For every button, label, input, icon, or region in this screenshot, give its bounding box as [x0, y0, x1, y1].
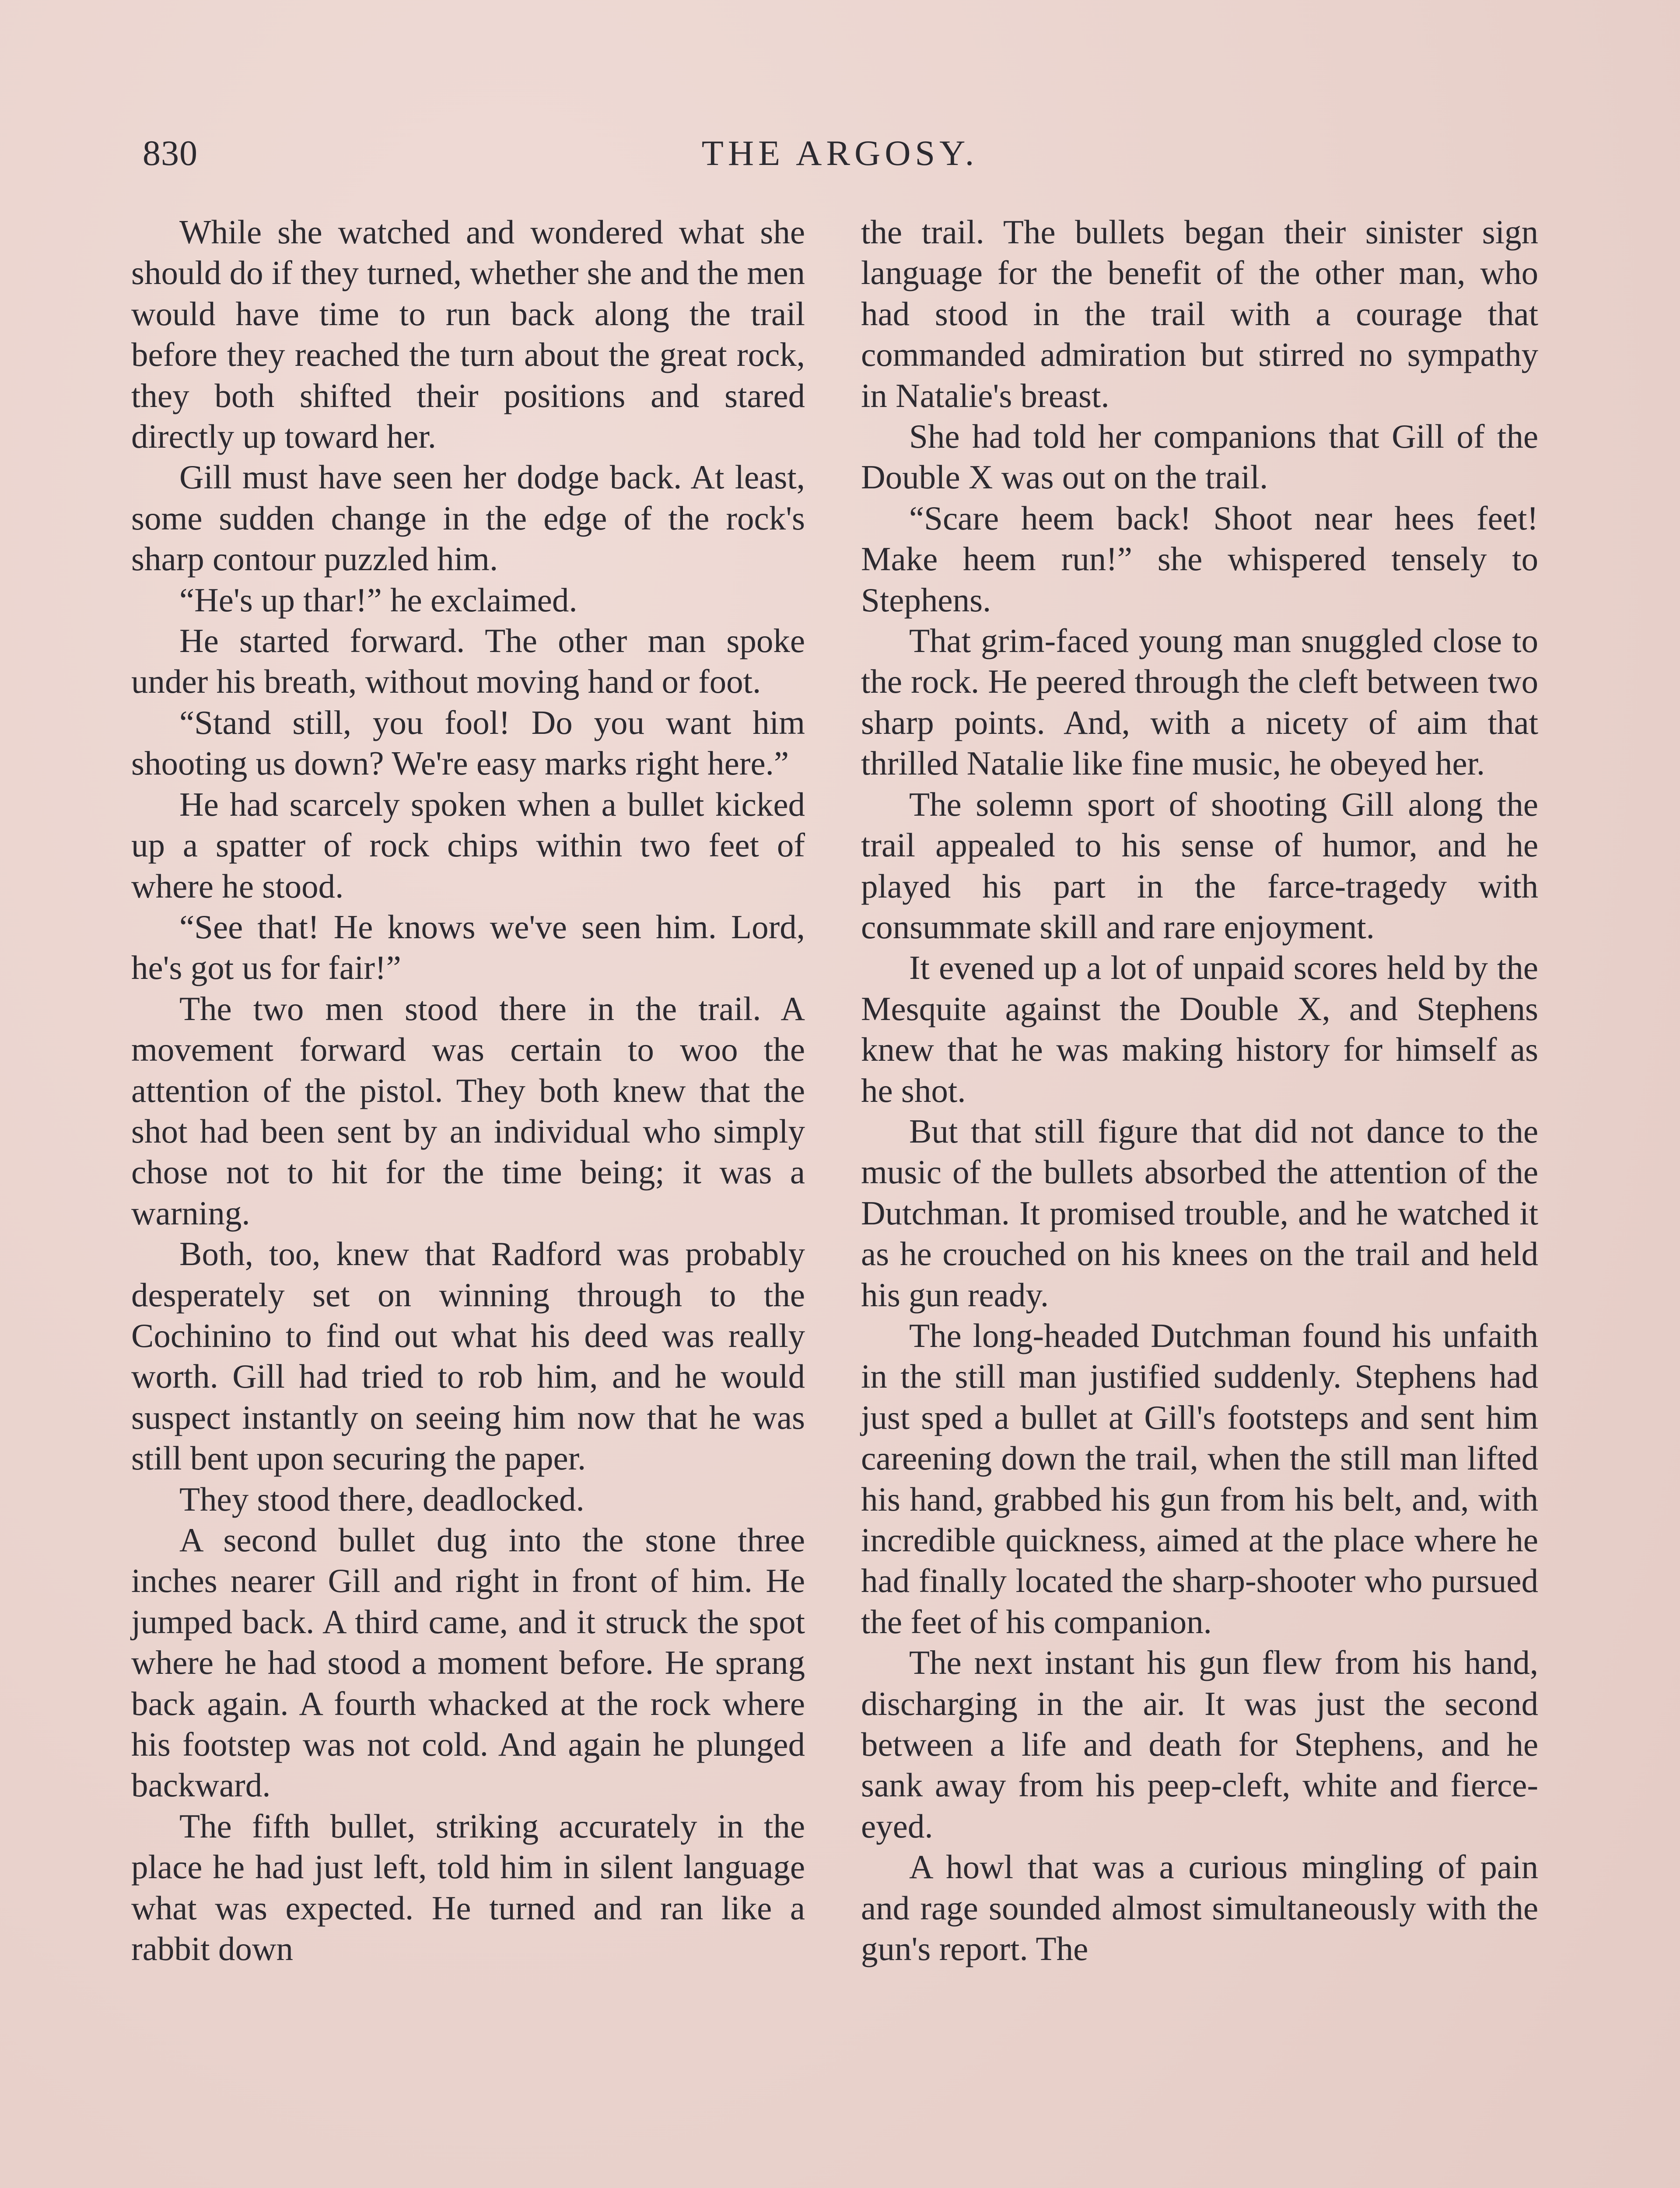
paragraph: He started forward. The other man spoke under his breath, without moving hand or foot.	[131, 622, 805, 701]
paragraph: “He's up thar!” he exclaimed.	[179, 581, 578, 619]
left-column	[131, 212, 805, 1969]
paragraph: The solemn sport of shooting Gill along the trail appealed to his sense of humor, and he played his part in the farce-tragedy with consummate skill and rare enjoyment.	[861, 785, 1538, 946]
paragraph: The next instant his gun flew from his hand, discharging in the air. It was just the second between a life and death for Stephens, and he sank away from his peep-cleft, white and fierce-eyed.	[861, 1644, 1538, 1845]
paragraph: The fifth bullet, striking accurately in the place he had just left, told him in silent language what was expected. He turned and ran like a rabbit down	[131, 1807, 805, 1968]
paragraph: The long-headed Dutchman found his unfaith in the still man justified suddenly. Stephens had just sped a bullet at Gill's footsteps and sent him careening down the trail, when the still man lifted his hand, grabbed his gun from his belt, and, with incredible quickness, aimed at the place where he had finally located the sharp-shooter who pursued the feet of his companion.	[861, 1316, 1538, 1641]
paragraph: While she watched and wondered what she should do if they turned, whether she and the men would have time to run back along the trail before they reached the turn about the great rock, they both shifted their positions and stared directly up toward her.	[131, 213, 805, 456]
paragraph: They stood there, deadlocked.	[179, 1480, 584, 1518]
paragraph: She had told her companions that Gill of the Double X was out on the trail.	[861, 417, 1538, 496]
running-title: THE ARGOSY.	[701, 133, 979, 173]
paragraph: That grim-faced young man snuggled close to the rock. He peered through the cleft between two sharp points. And, with a nicety of aim that thrilled Natalie like fine music, he obeyed her.	[861, 622, 1538, 782]
paragraph: “See that! He knows we've seen him. Lord, he's got us for fair!”	[131, 908, 805, 987]
paragraph: “Scare heem back! Shoot near hees feet! Make heem run!” she whispered tensely to Stephens.	[861, 499, 1538, 619]
paragraph: It evened up a lot of unpaid scores held by the Mesquite against the Double X, and Stephens knew that he was making history for himself as he shot.	[861, 949, 1538, 1109]
paragraph: But that still figure that did not dance to the music of the bullets absorbed the attention of the Dutchman. It promised trouble, and he watched it as he crouched on his knees on the trail and held his gun ready.	[861, 1112, 1538, 1314]
paragraph: A second bullet dug into the stone three inches nearer Gill and right in front of him. He jumped back. A third came, and it struck the spot where he had stood a moment before. He sprang back again. A fourth whacked at the rock where his footstep was not cold. And again he plunged backward.	[131, 1521, 805, 1804]
page-number: 830	[143, 133, 198, 173]
paragraph: He had scarcely spoken when a bullet kicked up a spatter of rock chips within two feet of where he stood.	[131, 785, 805, 905]
paragraph: Gill must have seen her dodge back. At least, some sudden change in the edge of the rock's sharp contour puzzled him.	[131, 458, 805, 578]
paragraph: Both, too, knew that Radford was probably desperately set on winning through to the Cochinino to find out what his deed was really worth. Gill had tried to rob him, and he would suspect instantly on seeing him now that he was still bent upon securing the paper.	[131, 1235, 805, 1477]
paragraph-continued: the trail. The bullets began their sinister sign language for the benefit of the other man, who had stood in the trail with a courage that commanded admiration but stirred no sympathy in Natalie's breast.	[861, 213, 1538, 414]
paragraph: A howl that was a curious mingling of pain and rage sounded almost simultaneously with the gun's report. The	[861, 1848, 1538, 1968]
paragraph: The two men stood there in the trail. A movement forward was certain to woo the attention of the pistol. They both knew that the shot had been sent by an individual who simply chose not to hit for the time being; it was a warning.	[131, 989, 805, 1232]
paragraph: “Stand still, you fool! Do you want him shooting us down? We're easy marks right here.”	[131, 703, 805, 782]
right-column	[861, 212, 1538, 1969]
